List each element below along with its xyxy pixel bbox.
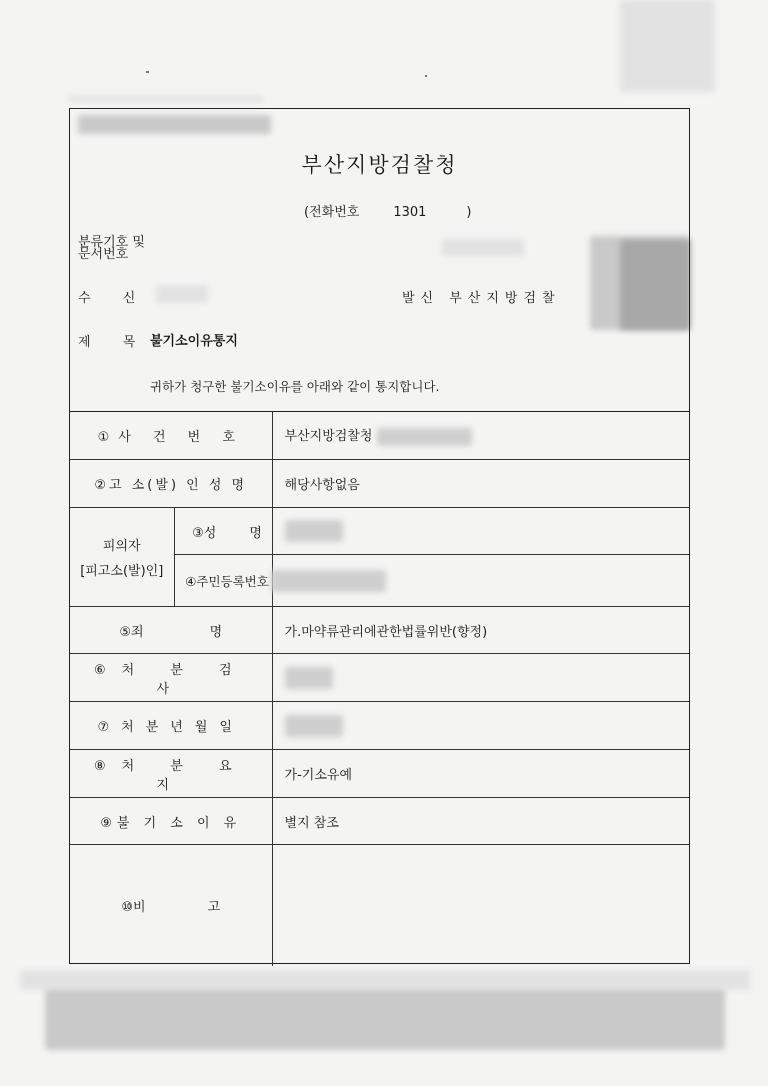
table-row [70, 508, 689, 555]
table-row [70, 460, 689, 508]
phone-close: ) [466, 205, 472, 220]
redacted-footer [45, 985, 725, 1050]
charge-label: ⑤죄 명 [70, 607, 272, 654]
doc-number-label-line2: 문서번호 [78, 247, 129, 262]
phone-line [304, 201, 471, 220]
table-row [70, 845, 689, 966]
scan-speck [146, 71, 149, 73]
table-row [70, 412, 689, 460]
case-number-label: ①사 건 번 호 [70, 412, 272, 460]
table-row [70, 607, 689, 654]
redacted-header [78, 115, 271, 134]
intro-text: 귀하가 청구한 불기소이유를 아래와 같이 통지합니다. [150, 379, 440, 394]
remarks-label: ⑩비 고 [70, 845, 272, 966]
recipient-label: 수 신 [78, 291, 150, 306]
suspect-group-line1: 피의자 [102, 539, 141, 554]
disposition-label: ⑧처 분 요 지 [70, 750, 272, 798]
redacted-date [285, 715, 343, 737]
table-row [70, 654, 689, 702]
prosecutor-label: ⑥처 분 검 사 [70, 654, 272, 702]
prosecutor-value [272, 654, 689, 702]
table-row [70, 798, 689, 845]
redacted-top-strip [68, 96, 263, 102]
disposition-value: 가-기소유예 [272, 750, 689, 798]
redacted-top-corner [620, 0, 715, 92]
agency-title: 부산지방검찰청 [301, 153, 458, 177]
doc-number-label-line1: 분류기호 및 [78, 235, 145, 250]
subject-label: 제 목 [78, 335, 150, 350]
redacted-case-number [377, 428, 472, 446]
date-value [272, 702, 689, 750]
case-number-value: 부산지방검찰청 [284, 429, 373, 445]
suspect-group-label [70, 508, 174, 607]
charge-value: 가.마약류관리에관한법률위반(향정) [272, 607, 689, 654]
redacted-doc-number [442, 239, 524, 256]
sender: 발신 부산지방검찰 [402, 291, 561, 306]
reason-value: 별지 참조 [272, 798, 689, 845]
redacted-resident-id [271, 570, 386, 592]
remarks-value [272, 845, 689, 966]
table-row [70, 750, 689, 798]
table-row [70, 702, 689, 750]
phone-number: 1301 [393, 205, 427, 220]
suspect-group-line2: [피고소(발)인] [80, 564, 164, 579]
complainant-label: ②고 소(발) 인 성 명 [70, 460, 272, 508]
case-number-cell [272, 412, 689, 460]
subject: 불기소이유통지 [150, 334, 238, 349]
doc-number-label [78, 237, 145, 261]
redacted-name [285, 520, 343, 542]
redacted-prosecutor [285, 667, 333, 689]
notice-table [70, 411, 689, 966]
redacted-footer-edge [20, 970, 750, 990]
redacted-recipient [156, 285, 208, 303]
notice-form [69, 108, 690, 964]
scan-speck [425, 75, 427, 77]
name-value [272, 508, 689, 555]
resident-id-value [272, 555, 689, 607]
phone-label: (전화번호 [304, 205, 360, 220]
name-label: ③성 명 [174, 508, 272, 555]
reason-label: ⑨불 기 소 이 유 [70, 798, 272, 845]
resident-id-label: ④주민등록번호 [174, 555, 272, 607]
date-label: ⑦처분년월일 [70, 702, 272, 750]
complainant-value: 해당사항없음 [272, 460, 689, 508]
